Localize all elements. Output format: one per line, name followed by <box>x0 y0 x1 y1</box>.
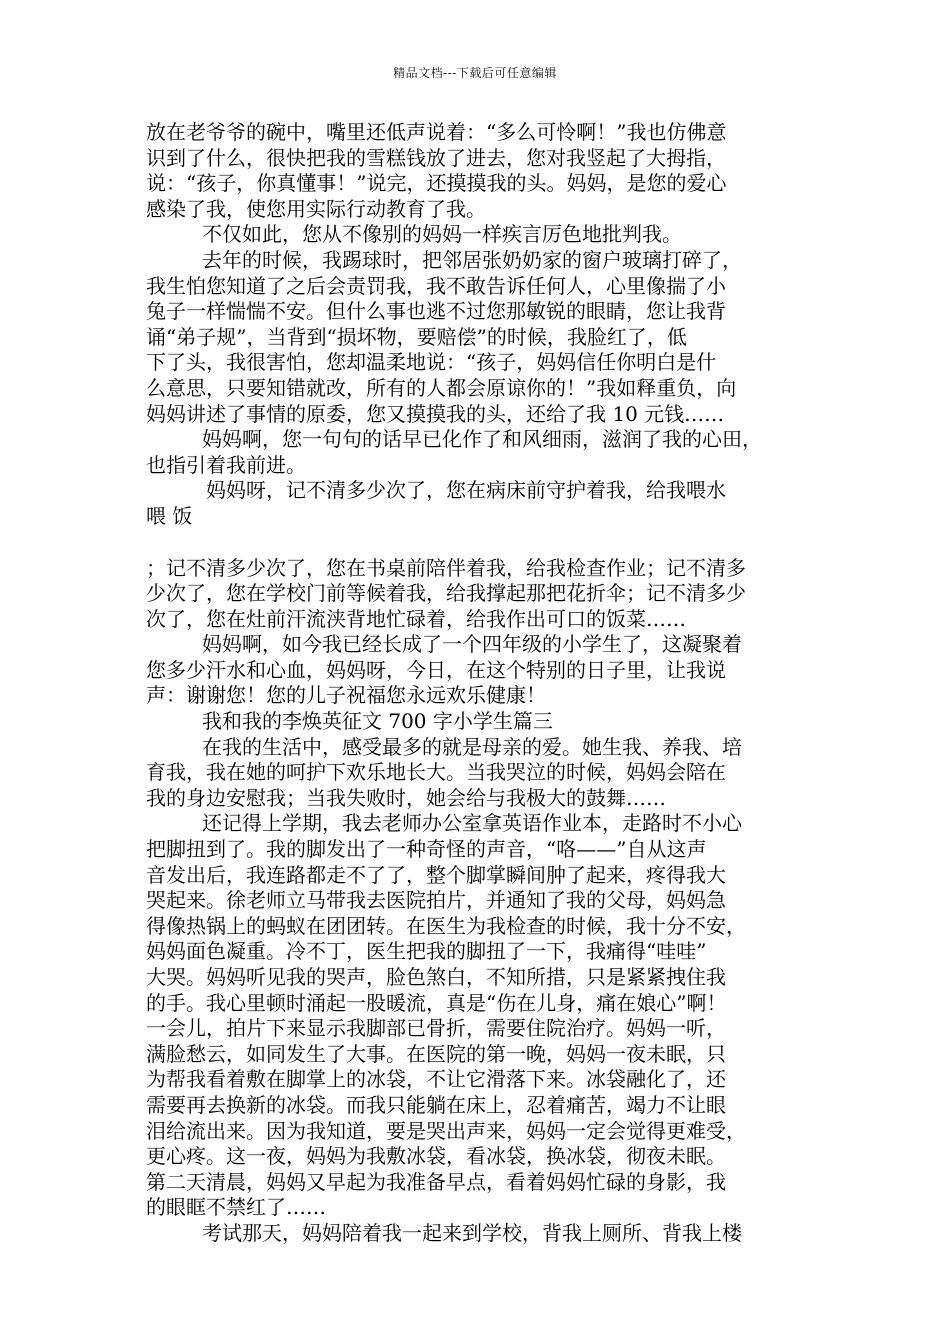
page-header: 精品文档---下载后可任意编辑 <box>393 66 557 80</box>
text-line: 次了，您在灶前汗流浃背地忙碌着，给我作出可口的饭菜…… <box>146 606 686 631</box>
text-line: 我生怕您知道了之后会责罚我，我不敢告诉任何人，心里像揣了小 <box>146 273 726 298</box>
text-line: 考试那天，妈妈陪着我一起来到学校，背我上厕所、背我上楼 <box>202 1220 742 1245</box>
text-line: 哭起来。徐老师立马带我去医院拍片，并通知了我的父母，妈妈急 <box>146 888 726 913</box>
text-line: 声：谢谢您！您的儿子祝福您永远欢乐健康！ <box>146 683 546 708</box>
text-line: 兔子一样惴惴不安。但什么事也逃不过您那敏锐的眼睛，您让我背 <box>146 299 726 324</box>
text-line: ；记不清多少次了，您在书桌前陪伴着我，给我检查作业；记不清多 <box>146 555 746 580</box>
text-line: 您多少汗水和心血，妈妈呀，今日，在这个特别的日子里，让我说 <box>146 657 726 682</box>
text-line: 把脚扭到了。我的脚发出了一种奇怪的声音，“咯——”自从这声 <box>146 837 707 862</box>
text-line: 放在老爷爷的碗中，嘴里还低声说着：“多么可怜啊！”我也仿佛意 <box>146 120 727 144</box>
text-line: 妈妈讲述了事情的原委，您又摸摸我的头，还给了我 10 元钱…… <box>146 401 725 426</box>
text-line: 一会儿，拍片下来显示我脚部已骨折，需要住院治疗。妈妈一听， <box>146 1016 726 1041</box>
text-line: 在我的生活中，感受最多的就是母亲的爱。她生我、养我、培 <box>202 734 742 759</box>
text-line: 大哭。妈妈听见我的哭声，脸色煞白，不知所措，只是紧紧拽住我 <box>146 965 726 989</box>
text-line: 妈妈面色凝重。冷不丁，医生把我的脚扭了一下，我痛得“哇哇” <box>146 939 707 964</box>
text-line: 不仅如此，您从不像别的妈妈一样疾言厉色地批判我。 <box>202 222 682 247</box>
text-line: 我的身边安慰我；当我失败时，她会给与我极大的鼓舞…… <box>146 785 666 810</box>
paragraph-gap <box>146 530 816 556</box>
text-line: 说：“孩子，你真懂事！”说完，还摸摸我的头。妈妈，是您的爱心 <box>146 171 727 196</box>
text-line: 为帮我看着敷在脚掌上的冰袋，不让它滑落下来。冰袋融化了，还 <box>146 1067 726 1092</box>
text-line: 少次了，您在学校门前等候着我，给我撑起那把花折伞；记不清多少 <box>146 581 746 606</box>
text-line: 的手。我心里顿时涌起一股暖流，真是“伤在儿身，痛在娘心”啊！ <box>146 990 727 1015</box>
text-line: 需要再去换新的冰袋。而我只能躺在床上，忍着痛苦，竭力不让眼 <box>146 1092 726 1117</box>
text-line: 感染了我，使您用实际行动教育了我。 <box>146 196 486 221</box>
text-line: 育我，我在她的呵护下欢乐地长大。当我哭泣的时候，妈妈会陪在 <box>146 760 726 785</box>
text-line: 妈妈啊，如今我已经长成了一个四年级的小学生了，这凝聚着 <box>202 632 742 657</box>
text-line: 喂 饭 <box>146 503 193 528</box>
text-line: 识到了什么，很快把我的雪糕钱放了进去，您对我竖起了大拇指， <box>146 145 726 170</box>
text-line: 下了头，我很害怕，您却温柔地说：“孩子，妈妈信任你明白是什 <box>146 350 717 375</box>
text-line: 的眼眶不禁红了…… <box>146 1195 326 1220</box>
text-line: 还记得上学期，我去老师办公室拿英语作业本，走路时不小心 <box>202 811 742 836</box>
text-line: 更心疼。这一夜，妈妈为我敷冰袋，看冰袋，换冰袋，彻夜未眠。 <box>146 1144 726 1169</box>
text-line: 妈妈呀，记不清多少次了，您在病床前守护着我，给我喂水 <box>206 478 726 503</box>
text-line: 第二天清晨，妈妈又早起为我准备早点，看着妈妈忙碌的身影，我 <box>146 1169 726 1194</box>
text-line: 音发出后，我连路都走不了了，整个脚掌瞬间肿了起来，疼得我大 <box>146 862 726 887</box>
text-line: 么意思，只要知错就改，所有的人都会原谅你的！”我如释重负，向 <box>146 375 737 400</box>
document-body <box>146 120 816 1247</box>
text-line: 妈妈啊，您一句句的话早已化作了和风细雨，滋润了我的心田， <box>202 427 762 452</box>
text-line: 诵“弟子规”，当背到“损坏物，要赔偿”的时候，我脸红了，低 <box>146 324 687 349</box>
text-line: 泪给流出来。因为我知道，要是哭出声来，妈妈一定会觉得更难受， <box>146 1118 746 1143</box>
text-line: 去年的时候，我踢球时，把邻居张奶奶家的窗户玻璃打碎了， <box>202 247 742 272</box>
text-line: 得像热锅上的蚂蚁在团团转。在医生为我检查的时候，我十分不安， <box>146 913 746 938</box>
text-line: 也指引着我前进。 <box>146 452 306 477</box>
text-line: 满脸愁云，如同发生了大事。在医院的第一晚，妈妈一夜未眠，只 <box>146 1041 726 1066</box>
text-line: 我和我的李焕英征文 700 字小学生篇三 <box>202 709 553 734</box>
